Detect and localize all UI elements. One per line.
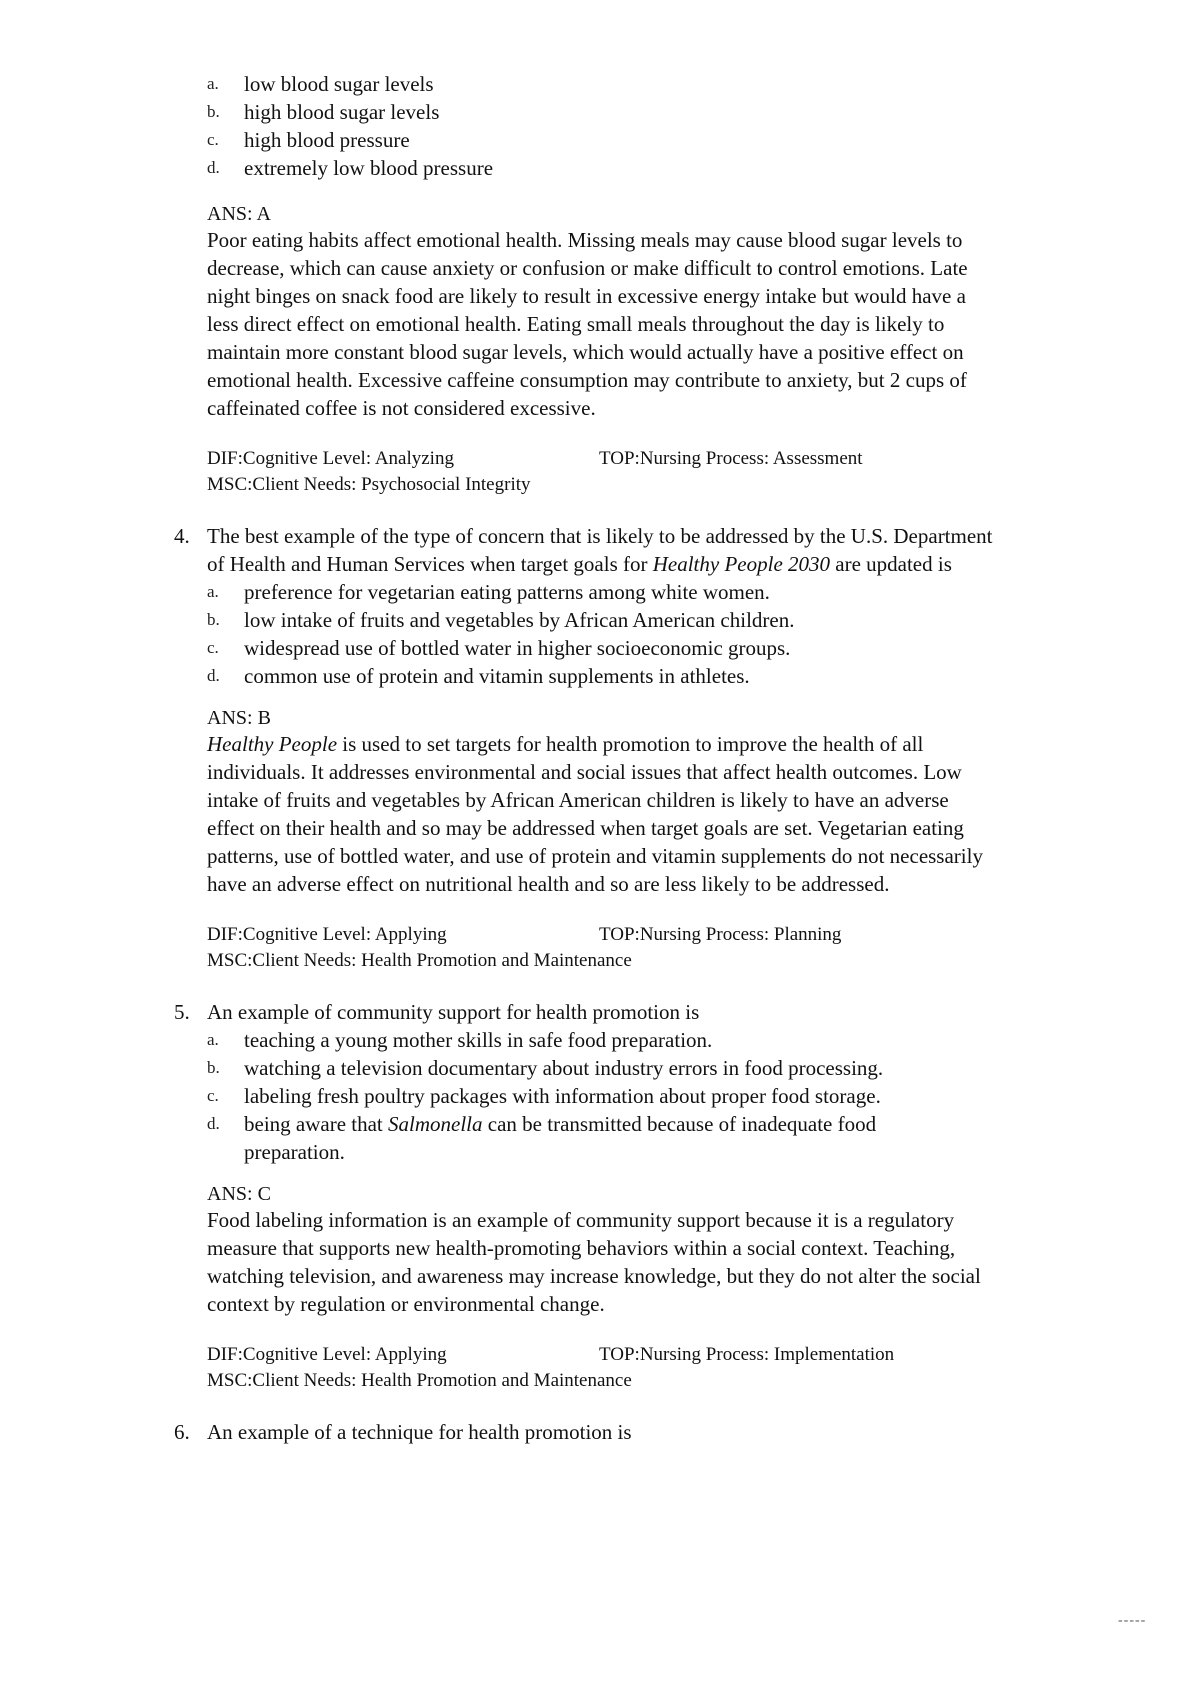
option-text: high blood pressure bbox=[244, 128, 410, 152]
rationale-line: patterns, use of bottled water, and use of protein and vitamin supplements do not necessarily bbox=[207, 844, 983, 868]
option-text: labeling fresh poultry packages with information about proper food storage. bbox=[244, 1084, 881, 1108]
question-number: 6. bbox=[174, 1420, 190, 1444]
option-letter: b. bbox=[207, 1058, 220, 1077]
option-italic-term: Salmonella bbox=[388, 1112, 483, 1136]
question-stem: An example of a technique for health promotion is bbox=[207, 1420, 632, 1444]
question-number: 4. bbox=[174, 524, 190, 548]
option-letter: a. bbox=[207, 582, 219, 601]
option-text: low blood sugar levels bbox=[244, 72, 434, 96]
rationale-line: watching television, and awareness may increase knowledge, but they do not alter the social bbox=[207, 1264, 981, 1288]
rationale-line: caffeinated coffee is not considered excessive. bbox=[207, 396, 596, 420]
option-letter: b. bbox=[207, 102, 220, 121]
option-letter: c. bbox=[207, 130, 219, 149]
rationale-line bbox=[207, 730, 923, 758]
option-text-part: can be transmitted because of inadequate food bbox=[482, 1112, 877, 1136]
option-text: preference for vegetarian eating patterns among white women. bbox=[244, 580, 770, 604]
client-needs-tag: MSC:Client Needs: Psychosocial Integrity bbox=[207, 474, 531, 495]
option-text: high blood sugar levels bbox=[244, 100, 440, 124]
topic-tag: TOP:Nursing Process: Planning bbox=[599, 924, 842, 945]
rationale-line: context by regulation or environmental change. bbox=[207, 1292, 605, 1316]
rationale-line: less direct effect on emotional health. Eating small meals throughout the day is likely to bbox=[207, 312, 945, 336]
difficulty-tag: DIF:Cognitive Level: Applying bbox=[207, 1344, 447, 1365]
stem-text: are updated is bbox=[830, 552, 952, 576]
rationale-line: individuals. It addresses environmental and social issues that affect health outcomes. Low bbox=[207, 760, 962, 784]
rationale-italic-title: Healthy People bbox=[207, 732, 338, 756]
footer-mark: ----- bbox=[1118, 1613, 1147, 1628]
answer-key: ANS: B bbox=[207, 707, 271, 729]
rationale-line: intake of fruits and vegetables by African American children is likely to have an adverse bbox=[207, 788, 949, 812]
option-letter: b. bbox=[207, 610, 220, 629]
option-text: common use of protein and vitamin supplements in athletes. bbox=[244, 664, 750, 688]
option-text bbox=[244, 1110, 876, 1138]
option-text-part: being aware that bbox=[244, 1112, 389, 1136]
option-letter: d. bbox=[207, 666, 220, 685]
question-stem: An example of community support for health promotion is bbox=[207, 1000, 700, 1024]
option-text: widespread use of bottled water in higher socioeconomic groups. bbox=[244, 636, 791, 660]
client-needs-tag: MSC:Client Needs: Health Promotion and Maintenance bbox=[207, 1370, 632, 1391]
rationale-text: is used to set targets for health promotion to improve the health of all bbox=[337, 732, 924, 756]
difficulty-tag: DIF:Cognitive Level: Analyzing bbox=[207, 448, 454, 469]
rationale-line: decrease, which can cause anxiety or confusion or make difficult to control emotions. Late bbox=[207, 256, 968, 280]
option-letter: c. bbox=[207, 1086, 219, 1105]
rationale-line: effect on their health and so may be addressed when target goals are set. Vegetarian eating bbox=[207, 816, 964, 840]
option-letter: a. bbox=[207, 74, 219, 93]
question-stem: The best example of the type of concern that is likely to be addressed by the U.S. Department bbox=[207, 524, 993, 548]
option-letter: d. bbox=[207, 158, 220, 177]
option-text-continued: preparation. bbox=[244, 1140, 345, 1164]
question-number: 5. bbox=[174, 1000, 190, 1024]
question-stem-line-2 bbox=[207, 550, 952, 578]
stem-text: of Health and Human Services when target goals for bbox=[207, 552, 653, 576]
option-letter: a. bbox=[207, 1030, 219, 1049]
stem-italic-title: Healthy People 2030 bbox=[652, 552, 831, 576]
rationale-line: night binges on snack food are likely to result in excessive energy intake but would have a bbox=[207, 284, 966, 308]
rationale-line: Food labeling information is an example of community support because it is a regulatory bbox=[207, 1208, 955, 1232]
option-text: teaching a young mother skills in safe food preparation. bbox=[244, 1028, 713, 1052]
rationale-line: emotional health. Excessive caffeine consumption may contribute to anxiety, but 2 cups of bbox=[207, 368, 967, 392]
rationale-line: measure that supports new health-promoting behaviors within a social context. Teaching, bbox=[207, 1236, 956, 1260]
rationale-line: have an adverse effect on nutritional health and so are less likely to be addressed. bbox=[207, 872, 890, 896]
option-text: low intake of fruits and vegetables by African American children. bbox=[244, 608, 795, 632]
answer-key: ANS: C bbox=[207, 1183, 271, 1205]
option-text: watching a television documentary about industry errors in food processing. bbox=[244, 1056, 884, 1080]
difficulty-tag: DIF:Cognitive Level: Applying bbox=[207, 924, 447, 945]
topic-tag: TOP:Nursing Process: Assessment bbox=[599, 448, 863, 469]
rationale-line: maintain more constant blood sugar levels, which would actually have a positive effect on bbox=[207, 340, 964, 364]
option-text: extremely low blood pressure bbox=[244, 156, 494, 180]
topic-tag: TOP:Nursing Process: Implementation bbox=[599, 1344, 895, 1365]
option-letter: d. bbox=[207, 1114, 220, 1133]
client-needs-tag: MSC:Client Needs: Health Promotion and Maintenance bbox=[207, 950, 632, 971]
option-letter: c. bbox=[207, 638, 219, 657]
rationale-line: Poor eating habits affect emotional health. Missing meals may cause blood sugar levels to bbox=[207, 228, 963, 252]
answer-key: ANS: A bbox=[207, 203, 271, 225]
